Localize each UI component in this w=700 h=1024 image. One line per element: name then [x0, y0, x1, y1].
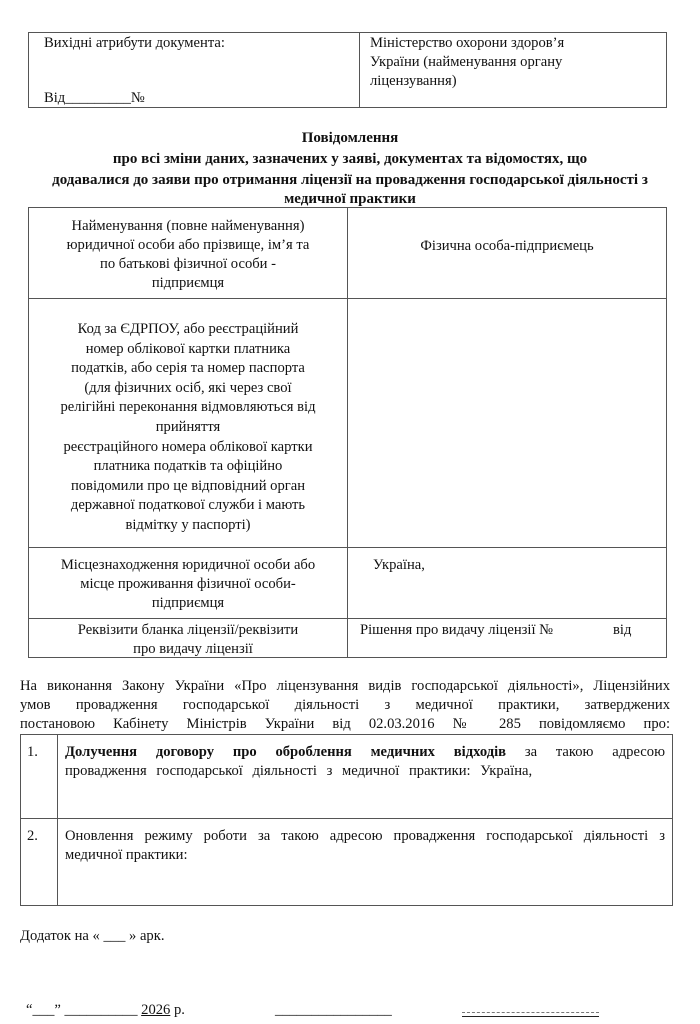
notice-item-number: 1.: [27, 744, 38, 760]
notice-table-number-divider: [57, 734, 58, 906]
signature-blank[interactable]: ________________: [275, 1002, 392, 1018]
license-details-label: Реквізити бланка ліцензії/реквізити про видачу ліцензії: [77, 622, 299, 657]
document-date-number-line[interactable]: Від_________№: [44, 90, 145, 106]
licensing-authority-line-2: України (найменування органу: [370, 54, 563, 70]
address-label: Місцезнаходження юридичної особи або місце проживання фізичної особи- підприємця: [60, 557, 316, 611]
attachment-sheets-blank[interactable]: ___: [103, 928, 126, 944]
notice-item-number: 2.: [27, 828, 38, 844]
intro-paragraph: На виконання Закону України «Про ліцензування видів господарської діяльності», Ліцензійних умов провадження господарської діяльності з медичної практики, затверджених постановою Кабінету Міністрів України від 02.03.2016 № 285 повідомляємо про:: [20, 678, 670, 732]
day-blank[interactable]: ___: [32, 1002, 55, 1018]
attachment-line: Додаток на « ___ » арк.: [20, 928, 165, 944]
header-table-divider: [359, 32, 360, 108]
signer-name-line: [462, 1016, 599, 1017]
month-blank[interactable]: __________: [64, 1002, 138, 1018]
tax-code-label: Код за ЄДРПОУ, або реєстраційний номер облікової картки платника податків, або серія та номер паспорта (для фізичних осіб, які через свої релігійні переконання відмовляються від прийняття реєстраційного номера облікової картки платника податків та офіційно повідомили про це відповідний орган державної податкової служби і мають відмітку у паспорті): [60, 321, 316, 533]
licensing-authority-line-3: ліцензування): [370, 73, 457, 89]
notice-item-1-text: Долучення договору про оброблення медичних відходів за такою адресою провадження господарської діяльності з медичної практики: Україна,: [65, 744, 665, 779]
entity-name-label: Найменування (повне найменування) юридичної особи або прізвище, ім’я та по батькові фізичної особи - підприємця: [66, 218, 310, 291]
notice-item-1-heading: Долучення договору про оброблення медичних відходів: [65, 744, 507, 760]
notice-table-row-separator: [20, 818, 673, 819]
notice-item-2-text: Оновлення режиму роботи за такою адресою провадження господарської діяльності з медичної практики:: [65, 828, 665, 863]
license-decision-date[interactable]: від: [613, 622, 632, 638]
tax-code-value[interactable]: [348, 299, 666, 546]
info-table-row-separator: [28, 547, 667, 548]
signer-name-redacted: [462, 1012, 599, 1016]
document-subtitle-line-1: про всі зміни даних, зазначених у заяві, документах та відомостях, що: [112, 151, 588, 167]
document-attributes-label: Вихідні атрибути документа:: [44, 35, 225, 51]
license-decision-number[interactable]: Рішення про видачу ліцензії №: [360, 622, 554, 638]
info-table-row-separator: [28, 618, 667, 619]
document-subtitle-line-2: додавалися до заяви про отримання ліцензії на провадження господарської діяльності з: [52, 172, 648, 188]
address-value[interactable]: Україна,: [373, 557, 425, 573]
year-value: 2026: [141, 1002, 171, 1018]
licensing-authority-line-1: Міністерство охорони здоров’я: [370, 35, 565, 51]
document-subtitle-line-3: медичної практики: [284, 191, 416, 207]
signature-date-line: “___” __________ 2026 р.: [26, 1002, 185, 1018]
document-title: Повідомлення: [301, 130, 399, 146]
entity-name-value[interactable]: Фізична особа-підприємець: [420, 238, 594, 254]
